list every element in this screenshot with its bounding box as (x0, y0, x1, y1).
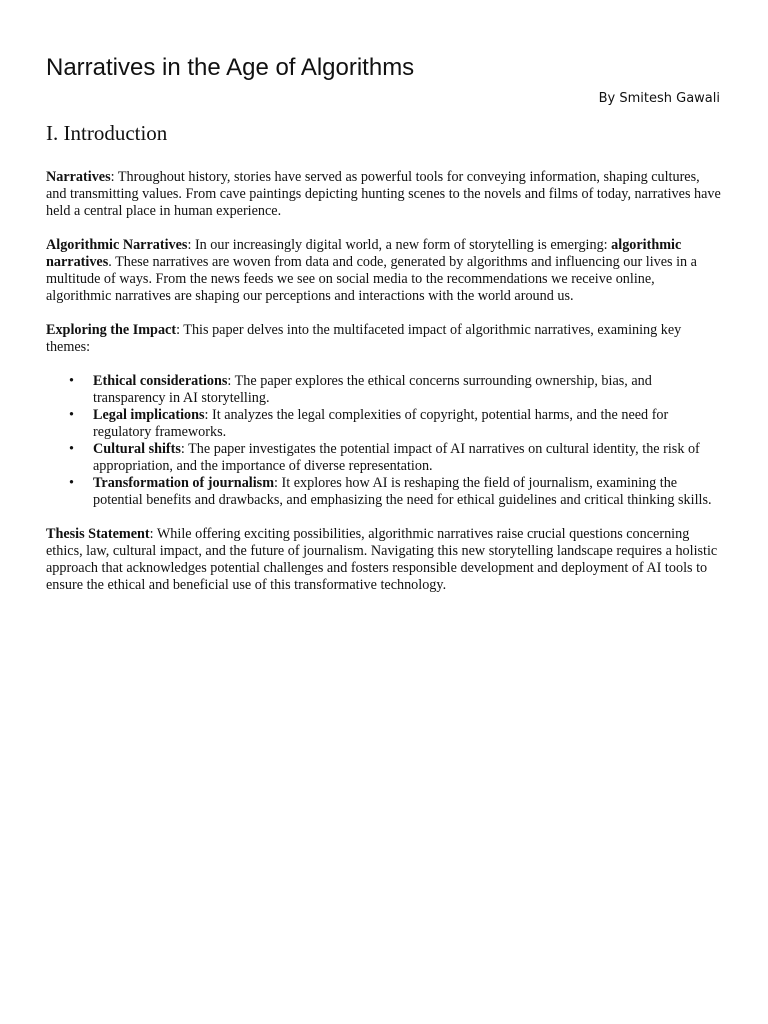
paragraph-term: Narratives (46, 169, 111, 185)
paragraph-term: Thesis Statement (46, 526, 150, 542)
list-item (69, 373, 722, 407)
list-item-term: Cultural shifts (93, 441, 181, 457)
bullet-icon: • (69, 373, 74, 389)
list-item (69, 407, 722, 441)
paragraph-text: : While offering exciting possibilities, algorithmic narratives raise crucial questions concerning ethics, law, cultural impact, and the future of journalism. Navigating this new storytelling landscape requires a holistic approach that acknowledges potential challenges and fosters responsible development and deployment of AI tools to ensure the ethical and beneficial use of this transformative technology. (46, 526, 718, 593)
document-body (46, 120, 722, 611)
paragraph-term: Exploring the Impact (46, 322, 177, 338)
list-item-text: : The paper investigates the potential impact of AI narratives on cultural identity, the risk of appropriation, and the importance of diverse representation. (93, 441, 700, 474)
paragraph-term: Algorithmic Narratives (46, 237, 188, 253)
bullet-icon: • (69, 475, 74, 491)
document-title: Narratives in the Age of Algorithms (46, 54, 415, 81)
paragraph-thesis-statement (46, 526, 722, 594)
author-byline: By Smitesh Gawali (598, 91, 720, 106)
bullet-icon: • (69, 441, 74, 457)
paragraph-algorithmic-narratives (46, 237, 722, 305)
paragraph-text: : Throughout history, stories have served as powerful tools for conveying information, shaping cultures, and transmitting values. From cave paintings depicting hunting scenes to the novels and films of today, narratives have held a central place in human experience. (46, 169, 721, 219)
section-heading: I. Introduction (46, 121, 168, 145)
paragraph-text: : This paper delves into the multifaceted impact of algorithmic narratives, examining key themes: (46, 322, 682, 355)
paragraph-text: . These narratives are woven from data and code, generated by algorithms and influencing our lives in a multitude of ways. From the news feeds we see on social media to the recommendations we receive online, algorithmic narratives are shaping our perceptions and interactions with the world around us. (46, 254, 697, 304)
list-item-term: Ethical considerations (93, 373, 228, 389)
paragraph-exploring-impact (46, 322, 722, 356)
list-item-term: Transformation of journalism (93, 475, 275, 491)
paragraph-term-inline: algorithmic narratives (46, 237, 682, 270)
list-item-term: Legal implications (93, 407, 205, 423)
list-item-text: : It explores how AI is reshaping the field of journalism, examining the potential benefits and drawbacks, and emphasizing the need for ethical guidelines and critical thinking skills. (93, 475, 712, 508)
list-item (69, 441, 722, 475)
list-item (69, 475, 722, 509)
paragraph-text: : In our increasingly digital world, a new form of storytelling is emerging: (187, 237, 612, 253)
key-themes-list (46, 373, 722, 509)
paragraph-narratives (46, 169, 722, 220)
list-item-text: : It analyzes the legal complexities of copyright, potential harms, and the need for regulatory frameworks. (93, 407, 669, 440)
bullet-icon: • (69, 407, 74, 423)
list-item-text: : The paper explores the ethical concerns surrounding ownership, bias, and transparency in AI storytelling. (93, 373, 652, 406)
